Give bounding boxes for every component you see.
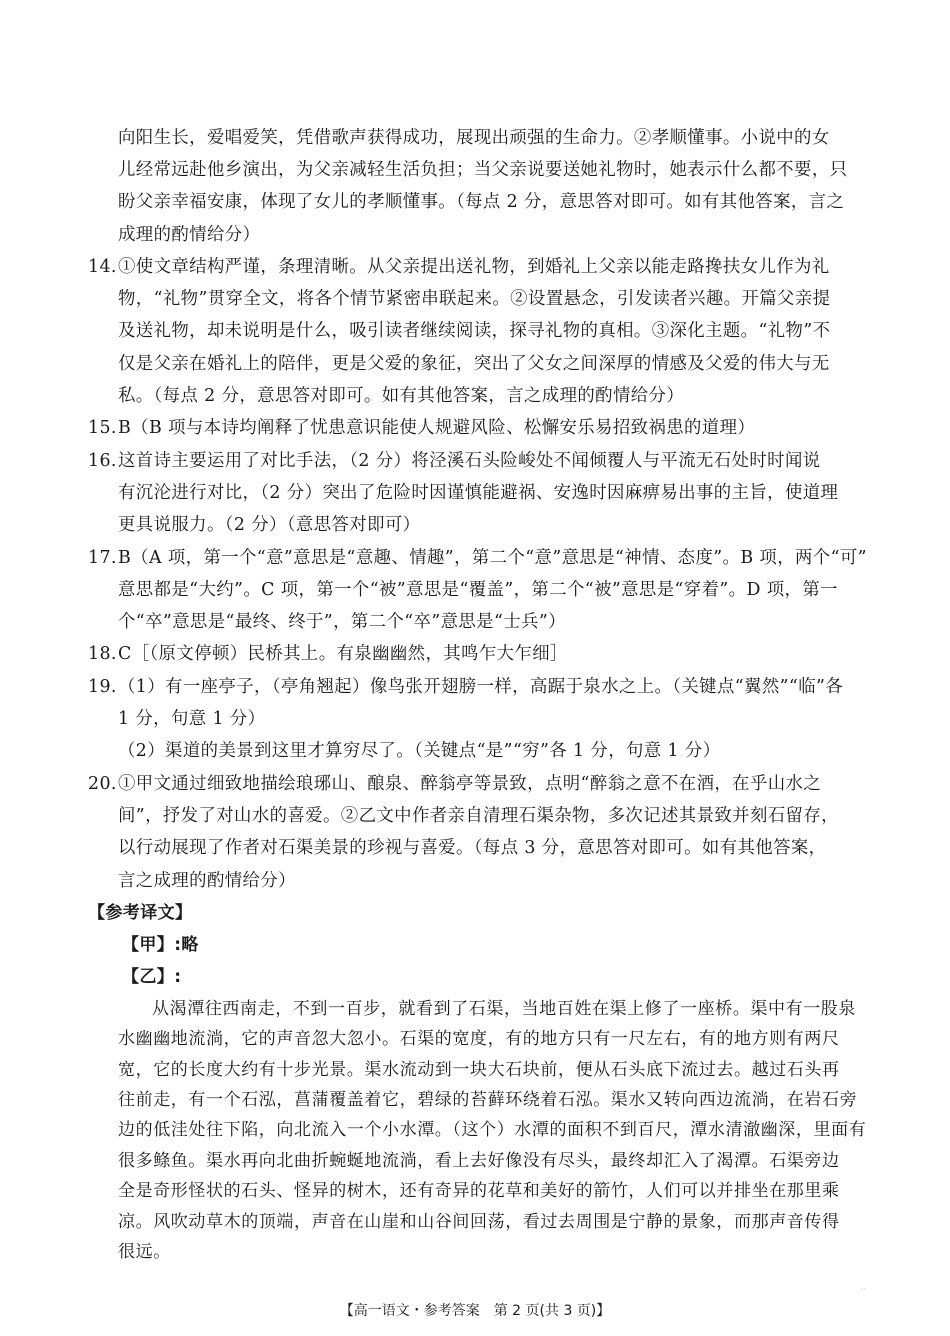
translation-yi-label: 【乙】: [122,967,182,988]
translation-line: 很多鲦鱼。渠水再向北曲折蜿蜒地流淌，看上去好像没有尽头，最终却汇入了渴潭。石渠旁边 [118,1150,840,1171]
question-number-16: 16. [88,450,117,471]
answer-line: 这首诗主要运用了对比手法，（2 分）将泾溪石头险峻处不闻倾覆人与平流无石处时时闻说 [118,450,821,471]
answer-line: B（B 项与本诗均阐释了忧患意识能使人规避风险、松懈安乐易招致祸患的道理） [118,418,756,439]
translation-line: 往前走，有一个石泓，菖蒲覆盖着它，碧绿的苔藓环绕着石泓。渠水又转向西边流淌，在岩石旁 [118,1089,858,1110]
answer-line: B（A 项，第一个“意”意思是“意趣、情趣”，第二个“意”意思是“神情、态度”。B 项，两个“可” [118,547,867,568]
translation-line: 宽，它的长度大约有十步光景。渠水流动到一块大石块前，便从石头底下流过去。越过石头再 [118,1059,840,1080]
question-number-19: 19. [88,676,117,697]
translation-line: 水幽幽地流淌，它的声音忽大忽小。石渠的宽度，有的地方只有一尺左右，有的地方则有两尺 [118,1029,840,1050]
answer-line: 儿经常远赴他乡演出，为父亲减轻生活负担；当父亲说要送她礼物时，她表示什么都不要，只 [118,159,848,180]
translation-jia-label: 【甲】:略 [122,935,199,956]
answer-line: 以行动展现了作者对石渠美景的珍视与喜爱。（每点 3 分，意思答对即可。如有其他答案， [118,838,827,859]
answer-line: 成理的酌情给分） [118,224,261,245]
answer-line: （2）渠道的美景到这里才算穷尽了。（关键点“是”“穷”各 1 分，句意 1 分） [118,741,721,762]
answer-line: 个“卒”意思是“最终、终于”，第二个“卒”意思是“士兵”） [118,612,566,633]
question-number-18: 18. [88,644,117,665]
question-number-14: 14. [88,256,117,277]
translation-line: 从渴潭往西南走，不到一百步，就看到了石渠，当地百姓在渠上修了一座桥。渠中有一股泉 [152,998,856,1019]
answer-line: 间”，抒发了对山水的喜爱。②乙文中作者亲自清理石渠杂物，多次记述其景致并刻石留存， [118,805,839,826]
answer-line: 1 分，句意 1 分） [118,709,266,729]
translation-line: 边的低洼处往下陷，向北流入一个小水潭。（这个）水潭的面积不到百尺，潭水清澈幽深，里面有 [118,1120,867,1141]
answer-line: ①甲文通过细致地描绘琅琊山、酿泉、醉翁亭等景致，点明“醉翁之意不在酒，在乎山水之 [118,773,822,794]
question-number-20: 20. [88,773,117,794]
translation-line: 全是奇形怪状的石头、怪异的树木，还有奇异的花草和美好的箭竹，人们可以并排坐在那里乘 [118,1181,840,1202]
translation-line: 很远。 [118,1241,171,1262]
question-number-15: 15. [88,418,117,439]
corner-mark: ·· [860,1285,866,1294]
answer-line: 向阳生长，爱唱爱笑，凭借歌声获得成功，展现出顽强的生命力。②孝顺懂事。小说中的女 [118,127,830,148]
answer-line: ①使文章结构严谨，条理清晰。从父亲提出送礼物，到婚礼上父亲以能走路搀扶女儿作为礼 [118,256,830,277]
answer-line: 有沉沦进行对比，（2 分）突出了危险时因谨慎能避祸、安逸时因麻痹易出事的主旨，使道理 [118,482,839,503]
answer-line: 私。（每点 2 分，意思答对即可。如有其他答案，言之成理的酌情给分） [118,386,685,406]
answer-line: 意思都是“大约”。C 项，第一个“被”意思是“覆盖”，第二个“被”意思是“穿着”。D 项，第一 [118,579,838,600]
answer-line: 盼父亲幸福安康，体现了女儿的孝顺懂事。（每点 2 分，意思答对即可。如有其他答案，言之 [118,192,845,213]
translation-heading: 【参考译文】 [88,902,193,923]
translation-line: 凉。风吹动草木的顶端，声音在山崖和山谷间回荡，看过去周围是宁静的景象，而那声音传得 [118,1211,840,1232]
answer-line: 仅是父亲在婚礼上的陪伴，更是父爱的象征，突出了父女之间深厚的情感及父爱的伟大与无 [118,353,830,374]
answer-line: 更具说服力。（2 分）（意思答对即可） [118,515,421,536]
answer-line: 言之成理的酌情给分） [118,870,296,891]
answer-line: 及送礼物，却未说明是什么，吸引读者继续阅读，探寻礼物的真相。③深化主题。“礼物”不 [118,321,831,342]
answer-line: （1）有一座亭子，（亭角翘起）像鸟张开翅膀一样，高踞于泉水之上。（关键点“翼然”“临”各 [118,676,844,697]
page-footer: 【高一语文・参考答案 第 2 页(共 3 页)】 [339,1303,611,1319]
answer-line: C［（原文停顿）民桥其上。有泉幽幽然，其鸣乍大乍细］ [118,644,568,665]
question-number-17: 17. [88,547,117,568]
answer-line: 物，“礼物”贯穿全文，将各个情节紧密串联起来。②设置悬念，引发读者兴趣。开篇父亲提 [118,289,831,310]
